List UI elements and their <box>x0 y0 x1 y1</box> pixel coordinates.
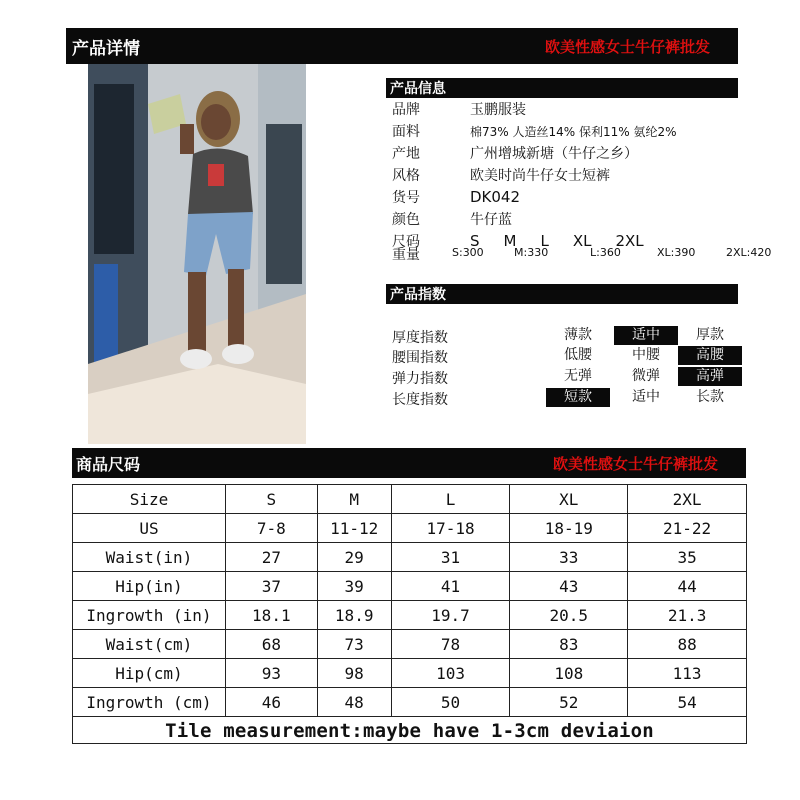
table-header-cell: 2XL <box>628 485 747 514</box>
top-banner <box>66 28 738 64</box>
index-label: 长度指数 <box>392 392 448 408</box>
table-header-cell: Size <box>73 485 226 514</box>
index-option: 厚款 <box>696 327 724 343</box>
table-cell: 18.9 <box>317 601 391 630</box>
table-cell: 21-22 <box>628 514 747 543</box>
info-label: 品牌 <box>392 102 420 118</box>
info-label: 面料 <box>392 124 420 140</box>
table-row <box>73 601 747 630</box>
table-header-cell: XL <box>510 485 628 514</box>
table-cell: 17-18 <box>391 514 510 543</box>
product-info-header <box>386 78 738 98</box>
measurement-note: Tile measurement:maybe have 1-3cm deviaion <box>72 716 747 744</box>
index-option-selected: 高腰 <box>678 346 742 365</box>
table-cell: 44 <box>628 572 747 601</box>
table-header-row <box>73 485 747 514</box>
index-option-selected: 适中 <box>614 326 678 345</box>
table-row <box>73 630 747 659</box>
table-cell: 11-12 <box>317 514 391 543</box>
weight-value: XL:390 <box>657 246 696 259</box>
table-cell: 18.1 <box>225 601 317 630</box>
table-row-label: Hip(in) <box>73 572 226 601</box>
table-cell: 46 <box>225 688 317 717</box>
table-cell: 19.7 <box>391 601 510 630</box>
table-row <box>73 514 747 543</box>
index-option-selected: 高弹 <box>678 367 742 386</box>
info-label: 尺码 <box>392 234 420 250</box>
table-cell: 93 <box>225 659 317 688</box>
table-cell: 43 <box>510 572 628 601</box>
weight-value: L:360 <box>590 246 621 259</box>
table-cell: 41 <box>391 572 510 601</box>
info-value: 欧美时尚牛仔女士短裤 <box>470 168 610 184</box>
table-cell: 50 <box>391 688 510 717</box>
info-row-fabric <box>392 120 677 142</box>
weight-value: 2XL:420 <box>726 246 772 259</box>
index-option: 适中 <box>632 389 660 405</box>
table-cell: 27 <box>225 543 317 572</box>
page-subtitle: 欧美性感女士牛仔裤批发 <box>544 37 710 56</box>
table-row-label: Ingrowth (in) <box>73 601 226 630</box>
table-cell: 18-19 <box>510 514 628 543</box>
info-value: 玉鹏服装 <box>470 102 526 118</box>
table-row-label: Waist(in) <box>73 543 226 572</box>
table-cell: 35 <box>628 543 747 572</box>
table-cell: 108 <box>510 659 628 688</box>
index-option: 无弹 <box>564 368 592 384</box>
size-option: M <box>503 232 517 250</box>
table-cell: 88 <box>628 630 747 659</box>
table-cell: 7-8 <box>225 514 317 543</box>
table-cell: 39 <box>317 572 391 601</box>
table-row-label: Waist(cm) <box>73 630 226 659</box>
info-value: 牛仔蓝 <box>470 212 512 228</box>
table-cell: 73 <box>317 630 391 659</box>
table-cell: 103 <box>391 659 510 688</box>
info-label: 产地 <box>392 146 420 162</box>
index-label: 厚度指数 <box>392 330 448 346</box>
table-header-cell: S <box>225 485 317 514</box>
size-option: XL <box>572 232 592 250</box>
weight-value: S:300 <box>452 246 484 259</box>
index-label: 弹力指数 <box>392 371 448 387</box>
product-info-title: 产品信息 <box>390 81 446 97</box>
index-label: 腰围指数 <box>392 350 448 366</box>
table-cell: 113 <box>628 659 747 688</box>
info-label: 货号 <box>392 190 420 206</box>
table-cell: 31 <box>391 543 510 572</box>
table-cell: 33 <box>510 543 628 572</box>
info-row-brand <box>392 98 526 120</box>
info-label: 颜色 <box>392 212 420 228</box>
table-cell: 78 <box>391 630 510 659</box>
table-header-cell: M <box>317 485 391 514</box>
size-option: L <box>540 232 549 250</box>
table-cell: 21.3 <box>628 601 747 630</box>
info-label: 风格 <box>392 168 420 184</box>
table-cell: 52 <box>510 688 628 717</box>
size-option: S <box>470 232 480 250</box>
table-header-cell: L <box>391 485 510 514</box>
table-cell: 54 <box>628 688 747 717</box>
info-row-origin <box>392 142 638 164</box>
info-value: 广州增城新塘（牛仔之乡） <box>470 146 638 162</box>
table-row <box>73 659 747 688</box>
table-cell: 29 <box>317 543 391 572</box>
product-index-header <box>386 284 738 304</box>
index-option: 低腰 <box>564 347 592 363</box>
info-row-style <box>392 164 610 186</box>
size-table <box>72 484 747 717</box>
product-photo <box>88 64 306 444</box>
info-row-weights <box>392 244 782 264</box>
size-banner <box>72 448 746 478</box>
table-cell: 20.5 <box>510 601 628 630</box>
model-wearing-denim-shorts-image <box>88 64 306 444</box>
table-cell: 83 <box>510 630 628 659</box>
table-row <box>73 688 747 717</box>
table-row-label: US <box>73 514 226 543</box>
index-option-selected: 短款 <box>546 388 610 407</box>
table-row <box>73 572 747 601</box>
page-title: 产品详情 <box>72 38 140 59</box>
index-option: 长款 <box>696 389 724 405</box>
table-cell: 37 <box>225 572 317 601</box>
index-option: 微弹 <box>632 368 660 384</box>
table-row <box>73 543 747 572</box>
table-cell: 98 <box>317 659 391 688</box>
index-option: 薄款 <box>564 327 592 343</box>
info-row-item-number <box>392 186 520 208</box>
product-index-title: 产品指数 <box>390 287 446 303</box>
weight-value: M:330 <box>514 246 549 259</box>
table-cell: 68 <box>225 630 317 659</box>
info-label: 重量 <box>392 247 420 263</box>
size-section-subtitle: 欧美性感女士牛仔裤批发 <box>552 454 718 473</box>
table-row-label: Ingrowth (cm) <box>73 688 226 717</box>
table-row-label: Hip(cm) <box>73 659 226 688</box>
size-section-title: 商品尺码 <box>76 454 141 474</box>
index-option: 中腰 <box>632 347 660 363</box>
size-option: 2XL <box>615 232 644 250</box>
info-value: DK042 <box>470 188 521 206</box>
table-cell: 48 <box>317 688 391 717</box>
info-value: 棉73% 人造丝14% 保利11% 氨纶2% <box>470 124 677 139</box>
info-row-color <box>392 208 512 230</box>
